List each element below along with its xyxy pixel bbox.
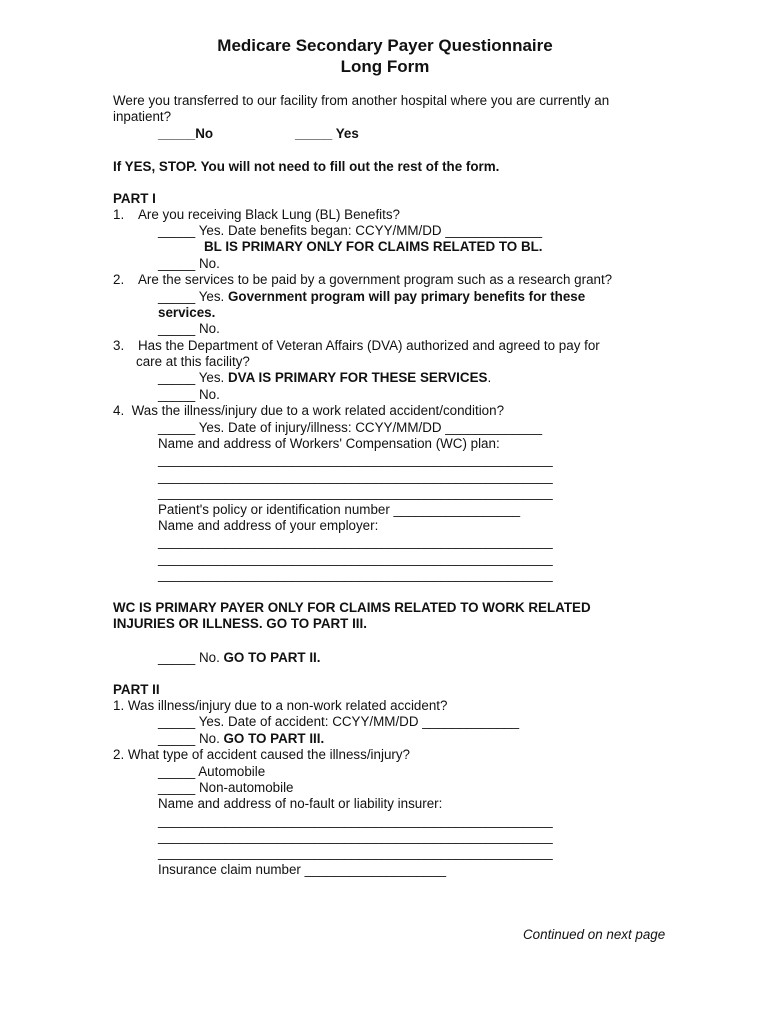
part1-q2-yes-blank: _____ Yes. — [158, 289, 228, 304]
part2-q1-yes[interactable]: _____ Yes. Date of accident: CCYY/MM/DD _____________ — [158, 714, 520, 729]
part1-q2-primary-note-cont: services. — [158, 305, 216, 320]
wc-plan-line-1[interactable]: _____________________________________________________ — [158, 452, 553, 467]
employer-line-1[interactable]: _____________________________________________________ — [158, 534, 553, 549]
part1-q2-yes[interactable] — [158, 289, 585, 305]
part1-q3-text: Has the Department of Veteran Affairs (DVA) authorized and agreed to pay for — [138, 338, 600, 353]
part1-q3-period: . — [487, 370, 492, 385]
continued-note: Continued on next page — [523, 927, 666, 942]
document-title: Medicare Secondary Payer Questionnaire — [217, 36, 553, 55]
non-automobile-option[interactable]: _____ Non-automobile — [158, 780, 294, 795]
part1-q3-yes-blank: _____ Yes. — [158, 370, 228, 385]
part1-q1-text: Are you receiving Black Lung (BL) Benefits? — [138, 207, 401, 222]
policy-number-field[interactable]: Patient's policy or identification number _________________ — [158, 502, 521, 517]
part1-q4-text: 4. Was the illness/injury due to a work related accident/condition? — [113, 403, 505, 418]
part1-q3-no[interactable]: _____ No. — [158, 387, 220, 402]
automobile-option[interactable]: _____ Automobile — [158, 764, 266, 779]
part1-q3-yes[interactable] — [158, 370, 491, 386]
part1-q4-no[interactable] — [158, 650, 320, 666]
stop-note: If YES, STOP. You will not need to fill out the rest of the form. — [113, 159, 500, 174]
transfer-question-line1: Were you transferred to our facility from another hospital where you are currently an — [113, 93, 610, 108]
transfer-question-line2: inpatient? — [113, 109, 172, 124]
transfer-no-option[interactable]: _____No — [158, 126, 214, 141]
part1-q1-yes[interactable]: _____ Yes. Date benefits began: CCYY/MM/DD _____________ — [158, 223, 543, 238]
part2-q2-text: 2. What type of accident caused the illness/injury? — [113, 747, 410, 762]
wc-primary-note-cont: INJURIES OR ILLNESS. GO TO PART III. — [113, 616, 367, 631]
employer-line-2[interactable]: _____________________________________________________ — [158, 551, 553, 566]
wc-plan-line-2[interactable]: _____________________________________________________ — [158, 469, 553, 484]
part1-q2-text: Are the services to be paid by a government program such as a research grant? — [138, 272, 613, 287]
part1-q3-number: 3. — [113, 338, 125, 353]
document-subtitle: Long Form — [340, 57, 430, 76]
part1-q2-number: 2. — [113, 272, 125, 287]
part1-heading: PART I — [113, 191, 156, 206]
part1-q1-primary-note: BL IS PRIMARY ONLY FOR CLAIMS RELATED TO BL. — [204, 239, 543, 254]
wc-plan-line-3[interactable]: _____________________________________________________ — [158, 485, 553, 500]
go-to-part2-note: GO TO PART II. — [223, 650, 321, 665]
part2-heading: PART II — [113, 682, 160, 697]
part1-q1-number: 1. — [113, 207, 125, 222]
part2-q1-no[interactable] — [158, 731, 324, 747]
employer-label: Name and address of your employer: — [158, 518, 379, 533]
insurer-line-2[interactable]: _____________________________________________________ — [158, 829, 553, 844]
transfer-yes-option[interactable]: _____ Yes — [295, 126, 359, 141]
part1-q4-no-blank: _____ No. — [158, 650, 224, 665]
employer-line-3[interactable]: _____________________________________________________ — [158, 567, 553, 582]
claim-number-field[interactable]: Insurance claim number ___________________ — [158, 862, 447, 877]
part1-q1-no[interactable]: _____ No. — [158, 256, 220, 271]
part2-q1-text: 1. Was illness/injury due to a non-work related accident? — [113, 698, 448, 713]
part1-q3-primary-note: DVA IS PRIMARY FOR THESE SERVICES — [228, 370, 488, 385]
go-to-part3-note: GO TO PART III. — [223, 731, 325, 746]
insurer-line-3[interactable]: _____________________________________________________ — [158, 845, 553, 860]
part1-q2-no[interactable]: _____ No. — [158, 321, 220, 336]
wc-primary-note: WC IS PRIMARY PAYER ONLY FOR CLAIMS RELATED TO WORK RELATED — [113, 600, 591, 615]
part2-q1-no-blank: _____ No. — [158, 731, 224, 746]
insurer-line-1[interactable]: _____________________________________________________ — [158, 813, 553, 828]
part1-q3-text-cont: care at this facility? — [136, 354, 250, 369]
wc-plan-label: Name and address of Workers' Compensation (WC) plan: — [158, 436, 500, 451]
insurer-label: Name and address of no-fault or liability insurer: — [158, 796, 443, 811]
part1-q4-yes[interactable]: _____ Yes. Date of injury/illness: CCYY/MM/DD _____________ — [158, 420, 543, 435]
part1-q2-primary-note: Government program will pay primary benefits for these — [228, 289, 586, 304]
